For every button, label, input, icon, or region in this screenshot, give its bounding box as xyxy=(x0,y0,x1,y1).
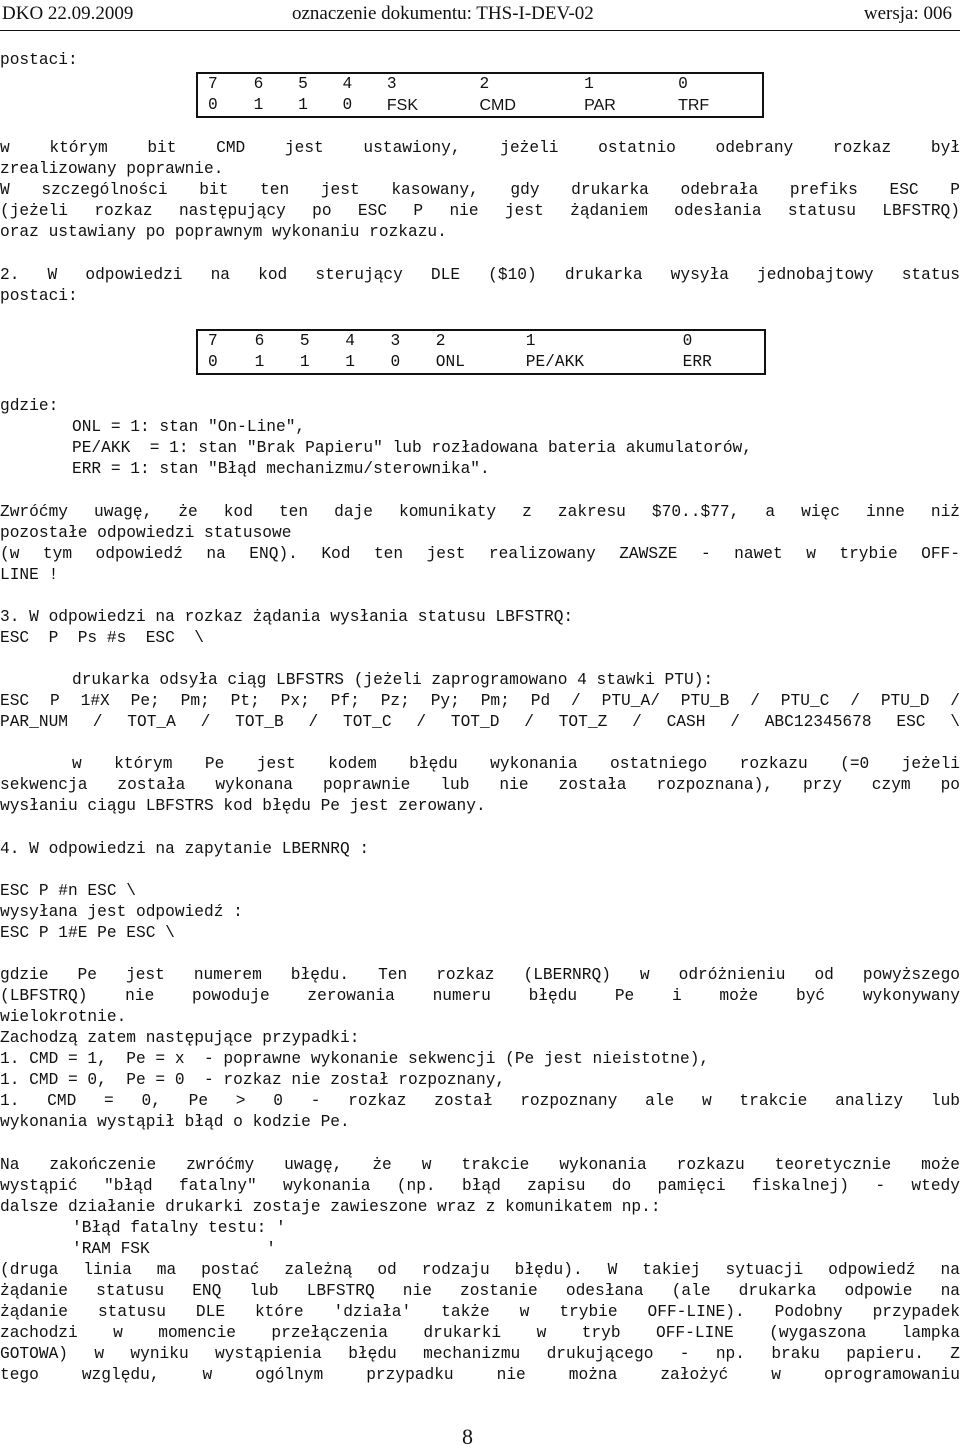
text-line: 'Błąd fatalny testu: ' xyxy=(72,1219,286,1237)
text-line: postaci: xyxy=(0,51,78,69)
text-line: wysyłana jest odpowiedź : xyxy=(0,903,243,921)
text-line: drukarka odsyła ciąg LBFSTRS (jeżeli zaprogramowano 4 stawki PTU): xyxy=(72,671,714,689)
text-line: dalsze działanie drukarki zostaje zawieszone wraz z komunikatem np.: xyxy=(0,1198,661,1216)
text-line: 'RAM FSK ' xyxy=(72,1240,276,1258)
bit-cell: 7 xyxy=(208,332,218,350)
bit-cell: 5 xyxy=(299,332,310,350)
bit-cell: 3 xyxy=(390,332,401,350)
text-line: żądanie statusu ENQ lub LBFSTRQ nie zostanie odesłana (ale drukarka odpowie na xyxy=(0,1282,960,1300)
value-cell: PE/AKK xyxy=(525,353,585,371)
bit-cell: 4 xyxy=(342,75,353,93)
text-line: (LBFSTRQ) nie powoduje zerowania numeru błędu Pe i może być wykonywany xyxy=(0,987,960,1005)
bit-cell: 0 xyxy=(682,332,693,350)
text-line: ESC P Ps #s ESC \ xyxy=(0,629,204,647)
text-line: (jeżeli rozkaz następujący po ESC P nie jest żądaniem odesłania statusu LBFSTRQ) xyxy=(0,202,960,220)
text-line: wystąpić "błąd fatalny" wykonania (np. błąd zapisu do pamięci fiskalnej) - wtedy xyxy=(0,1177,960,1195)
text-line: oraz ustawiany po poprawnym wykonaniu rozkazu. xyxy=(0,223,447,241)
text-line: PAR_NUM / TOT_A / TOT_B / TOT_C / TOT_D / TOT_Z / CASH / ABC12345678 ESC \ xyxy=(0,713,960,731)
page-number: 8 xyxy=(462,1424,473,1449)
text-line: 4. W odpowiedzi na zapytanie LBERNRQ : xyxy=(0,840,370,858)
text-line: gdzie Pe jest numerem błędu. Ten rozkaz (LBERNRQ) w odróżnieniu od powyższego xyxy=(0,966,960,984)
value-cell: 1 xyxy=(254,353,265,371)
bit-cell: 2 xyxy=(435,332,446,350)
text-line: 1. CMD = 0, Pe = 0 - rozkaz nie został rozpoznany, xyxy=(0,1071,506,1089)
text-line: wielokrotnie. xyxy=(0,1008,127,1026)
bit-cell: 0 xyxy=(678,75,688,93)
bit-value-row xyxy=(197,352,765,374)
bit-value-row xyxy=(197,95,763,117)
value-cell: FSK xyxy=(386,97,418,114)
bit-cell: 2 xyxy=(479,75,490,93)
text-line: gdzie: xyxy=(0,397,59,415)
text-line: w którym bit CMD jest ustawiony, jeżeli ostatnio odebrany rozkaz był xyxy=(0,139,960,157)
text-line: ESC P #n ESC \ xyxy=(0,882,136,900)
bit-cell: 6 xyxy=(254,332,265,350)
bit-cell: 3 xyxy=(386,75,397,93)
header-document-id: oznaczenie dokumentu: THS-I-DEV-02 xyxy=(292,3,594,24)
text-line: (druga linia ma postać zależną od rodzaju błędu). W takiej sytuacji odpowiedź na xyxy=(0,1261,960,1279)
text-line: W szczególności bit ten jest kasowany, gdy drukarka odebrała prefiks ESC P xyxy=(0,181,960,199)
value-cell: 0 xyxy=(208,96,218,114)
text-line: zachodzi w momencie przełączenia drukarki w tryb OFF-LINE (wygaszona lampka xyxy=(0,1324,960,1342)
text-line: wykonania wystąpił błąd o kodzie Pe. xyxy=(0,1113,350,1131)
text-line: Zwróćmy uwagę, że kod ten daje komunikaty z zakresu $70..$77, a więc inne niż xyxy=(0,503,960,521)
value-cell: ONL xyxy=(435,353,465,371)
value-cell: TRF xyxy=(678,97,710,114)
text-line: wysłaniu ciągu LBFSTRS kod błędu Pe jest zerowany. xyxy=(0,797,486,815)
bit-cell: 1 xyxy=(584,75,594,93)
status-bits-table-1 xyxy=(196,72,764,118)
header-date: DKO 22.09.2009 xyxy=(2,3,134,24)
value-cell: 1 xyxy=(345,353,355,371)
bit-cell: 4 xyxy=(345,332,355,350)
bit-cell: 7 xyxy=(208,75,218,93)
page-header xyxy=(0,0,960,31)
bit-cell: 6 xyxy=(253,75,264,93)
bit-number-row xyxy=(197,73,763,95)
text-line: zrealizowany poprawnie. xyxy=(0,160,224,178)
text-line: 3. W odpowiedzi na rozkaz żądania wysłania statusu LBFSTRQ: xyxy=(0,608,574,626)
bit-cell: 1 xyxy=(525,332,536,350)
status-bits-table-2 xyxy=(196,329,766,375)
bit-number-row xyxy=(197,330,765,352)
text-line: (w tym odpowiedź na ENQ). Kod ten jest realizowany ZAWSZE - nawet w trybie OFF- xyxy=(0,545,960,563)
value-cell: 1 xyxy=(253,96,264,114)
text-line: ONL = 1: stan "On-Line", xyxy=(72,418,306,436)
header-version: wersja: 006 xyxy=(863,3,952,24)
value-cell: PAR xyxy=(584,97,616,114)
text-line: Zachodzą zatem następujące przypadki: xyxy=(0,1029,360,1047)
value-cell: 0 xyxy=(342,96,353,114)
text-line: GOTOWA) w wyniku wystąpienia błędu mechanizmu drukującego - np. braku papieru. Z xyxy=(0,1345,960,1363)
text-line: sekwencja została wykonana poprawnie lub nie została rozpoznana), przy czym po xyxy=(0,776,960,794)
value-cell: 1 xyxy=(298,96,308,114)
text-line: PE/AKK = 1: stan "Brak Papieru" lub rozładowana bateria akumulatorów, xyxy=(72,439,752,457)
value-cell: 0 xyxy=(390,353,401,371)
text-line: 1. CMD = 1, Pe = x - poprawne wykonanie sekwencji (Pe jest nieistotne), xyxy=(0,1050,710,1068)
text-line: pozostałe odpowiedzi statusowe xyxy=(0,524,292,542)
text-line: Na zakończenie zwróćmy uwagę, że w trakcie wykonania rozkazu teoretycznie może xyxy=(0,1156,960,1174)
text-line: żądanie statusu DLE które 'działa' także w trybie OFF-LINE). Podobny przypadek xyxy=(0,1303,960,1321)
bit-cell: 5 xyxy=(298,75,308,93)
text-line: tego względu, w ogólnym przypadku nie można założyć w oprogramowaniu xyxy=(0,1366,960,1384)
value-cell: CMD xyxy=(479,97,516,114)
value-cell: 0 xyxy=(208,353,218,371)
value-cell: 1 xyxy=(299,353,310,371)
text-line: w którym Pe jest kodem błędu wykonania ostatniego rozkazu (=0 jeżeli xyxy=(72,755,960,773)
text-line: ESC P 1#X Pe; Pm; Pt; Px; Pf; Pz; Py; Pm; Pd / PTU_A/ PTU_B / PTU_C / PTU_D / xyxy=(0,692,960,710)
text-line: postaci: xyxy=(0,287,78,305)
text-line: ESC P 1#E Pe ESC \ xyxy=(0,924,175,942)
text-line: 1. CMD = 0, Pe > 0 - rozkaz został rozpoznany ale w trakcie analizy lub xyxy=(0,1092,960,1110)
value-cell: ERR xyxy=(682,353,712,371)
text-line: 2. W odpowiedzi na kod sterujący DLE ($10) drukarka wysyła jednobajtowy status xyxy=(0,266,960,284)
text-line: LINE ! xyxy=(0,566,59,584)
text-line: ERR = 1: stan "Błąd mechanizmu/sterownika". xyxy=(72,460,490,478)
